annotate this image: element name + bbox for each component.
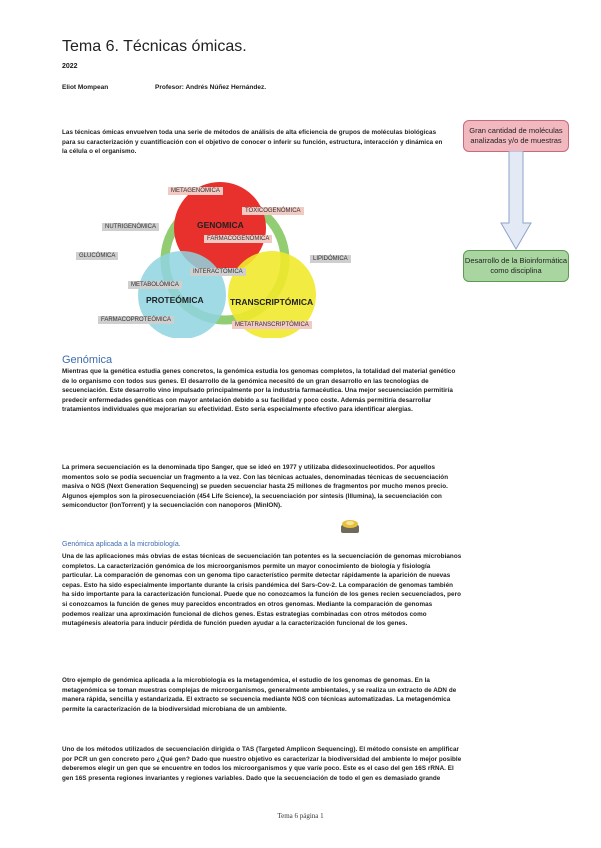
- genomica-text-1: Mientras que la genética estudia genes concretos, la genómica estudia los genomas completos, la totalidad del material genético de lo organismo con todos sus genes. El desarrollo de la genómica necesitó de un gran desarrollo en las tecnologías de secuenciación. Este desarrollo vino impulsado principalmente por la industria farmacéutica. Una mejor secuenciación permitiría predecir enfermedades genéticas con mayor antelación debido a su facilidad y poco coste. Además permitiría desarrollar tratamientos individuales que mejorarían su efectividad. Esto sería especialmente efectivo para identificar alergias.: [62, 368, 456, 414]
- pharmacogenomics-tag: FARMACOGENÓMICA: [204, 235, 272, 243]
- genomics-label: GENOMICA: [197, 220, 244, 230]
- flow-box-bioinformatics: [463, 250, 569, 282]
- micro-paragraph-2: [62, 676, 462, 714]
- micro-text-3: Uno de los métodos utilizados de secuenciación dirigida o TAS (Targeted Amplicon Sequencing). El método consiste en amplificar por PCR un gen concreto pero ¿Qué gen? Dado que nuestro objetivo es caracterizar la biodiversidad del ambiente lo mejor posible deberemos elegir un gen que se encuentre en todos los microorganismos y que varíe poco. Este es el caso del gen 16S rRNA. El gen 16S presenta regiones invariantes y regiones variables. Dado que la secuenciación de todo el gen es demasiado grande: [62, 746, 462, 782]
- metagenomics-tag: METAGENÓMICA: [168, 187, 223, 195]
- genomica-paragraph-1: [62, 367, 462, 415]
- lipidomics-tag: LIPIDÓMICA: [310, 255, 351, 263]
- flow-box-samples: [463, 120, 569, 152]
- toxicogenomics-tag: TOXICOGENÓMICA: [242, 207, 304, 215]
- genomica-paragraph-2: [62, 463, 462, 511]
- section-heading-genomica: Genómica: [62, 354, 113, 366]
- flow-box-samples-text: Gran cantidad de moléculas analizadas y/o de muestras: [469, 126, 563, 145]
- micro-paragraph-3: [62, 745, 462, 783]
- professor-name: Profesor: Andrés Núñez Hernández.: [155, 84, 267, 91]
- page-title: Tema 6. Técnicas ómicas.: [62, 38, 247, 55]
- intro-paragraph: [62, 128, 447, 157]
- micro-paragraph-1: [62, 552, 462, 629]
- interactomics-tag: INTERACTÓMICA: [190, 268, 246, 276]
- nutrigenomics-tag: NUTRIGENÓMICA: [102, 223, 159, 231]
- flow-box-bioinformatics-text: Desarrollo de la Bioinformática como disciplina: [464, 256, 568, 275]
- genomica-text-2: La primera secuenciación es la denominada tipo Sanger, que se ideó en 1977 y utilizaba didesoxinucleotidos. Por aquellos momentos solo se podía secuenciar un fragmento a la vez. Con las técnicas actuales, denominadas técnicas de secuenciación masiva o NGS (Next Generation Sequencing) se pueden secuenciar hasta 25 millones de fragmentos por mucho menos precio. Algunos ejemplos son la pirosecuenciación (454 Life Science), la secuenciación por síntesis (Illumina), la secuenciación con semiconductor (IonTorrent) y la secuenciación con nanoporos (MinION).: [62, 464, 449, 510]
- micro-text-2: Otro ejemplo de genómica aplicada a la microbiología es la metagenómica, el estudio de los genomas de genomas. En la metagenómica se toman muestras complejas de microorganismos, generalmente ambientales, y se realiza un extracto de ADN de manera rápida, sencilla y estandarizada. El extracto se secuencia mediante NGS con técnicas automatizadas. La metagenómica permite la caracterización de la biodiversidad microbiana de un ambiente.: [62, 677, 457, 713]
- omics-diagram: [70, 180, 370, 338]
- sequencer-device-icon: [339, 517, 361, 535]
- metatranscriptomics-tag: METATRANSCRIPTÓMICA: [232, 321, 312, 329]
- section-heading-microbiologia: Genómica aplicada a la microbiología.: [62, 541, 181, 548]
- transcriptomics-label: TRANSCRIPTÓMICA: [230, 297, 314, 307]
- intro-text: Las técnicas ómicas envuelven toda una serie de métodos de análisis de alta eficiencia de grupos de moléculas biológicas para su caracterización y cuantificación con el objetivo de conocer o inferir su función, estructura, interacción y dinámica en la célula o el organismo.: [62, 129, 443, 156]
- metabolomics-tag: METABOLÓMICA: [128, 281, 182, 289]
- page-footer: Tema 6 página 1: [277, 812, 324, 820]
- proteomics-label: PROTEÓMICA: [146, 295, 204, 305]
- down-arrow-icon: [500, 151, 532, 251]
- glycomics-tag: GLUCÓMICA: [76, 252, 118, 260]
- author-name: Eliot Mompean: [62, 84, 109, 91]
- micro-text-1: Una de las aplicaciones más obvias de estas técnicas de secuenciación tan potentes es la secuenciación de genomas microbianos completos. La caracterización genómica de los microorganismos permite un mayor conocimiento de biología y fisiología particular. La comparación de genomas con un genoma tipo característico permite detectar rápidamente la aparición de nuevas cepas. Esto ha sido especialmente importante durante la crisis pandémica del Sars-Cov-2. La comparación de genomas también ha sido importante para la caracterización funcional. Puede que no conozcamos la función de los genes recien secuenciados, pero si conozcamos la función de genes muy parecidos encontrados en otros genomas. Mediante la comparación de genomas podemos realizar una aproximación funcional de dichos genes. Estas estrategias combinadas con otros métodos como mutagénesis aleatoria para inducir pérdida de función pueden ayudar a la caracterización funcional de los genes.: [62, 553, 462, 628]
- pharmacoproteomics-tag: FARMACOPROTEÓMICA: [98, 316, 174, 324]
- document-year: 2022: [62, 63, 78, 70]
